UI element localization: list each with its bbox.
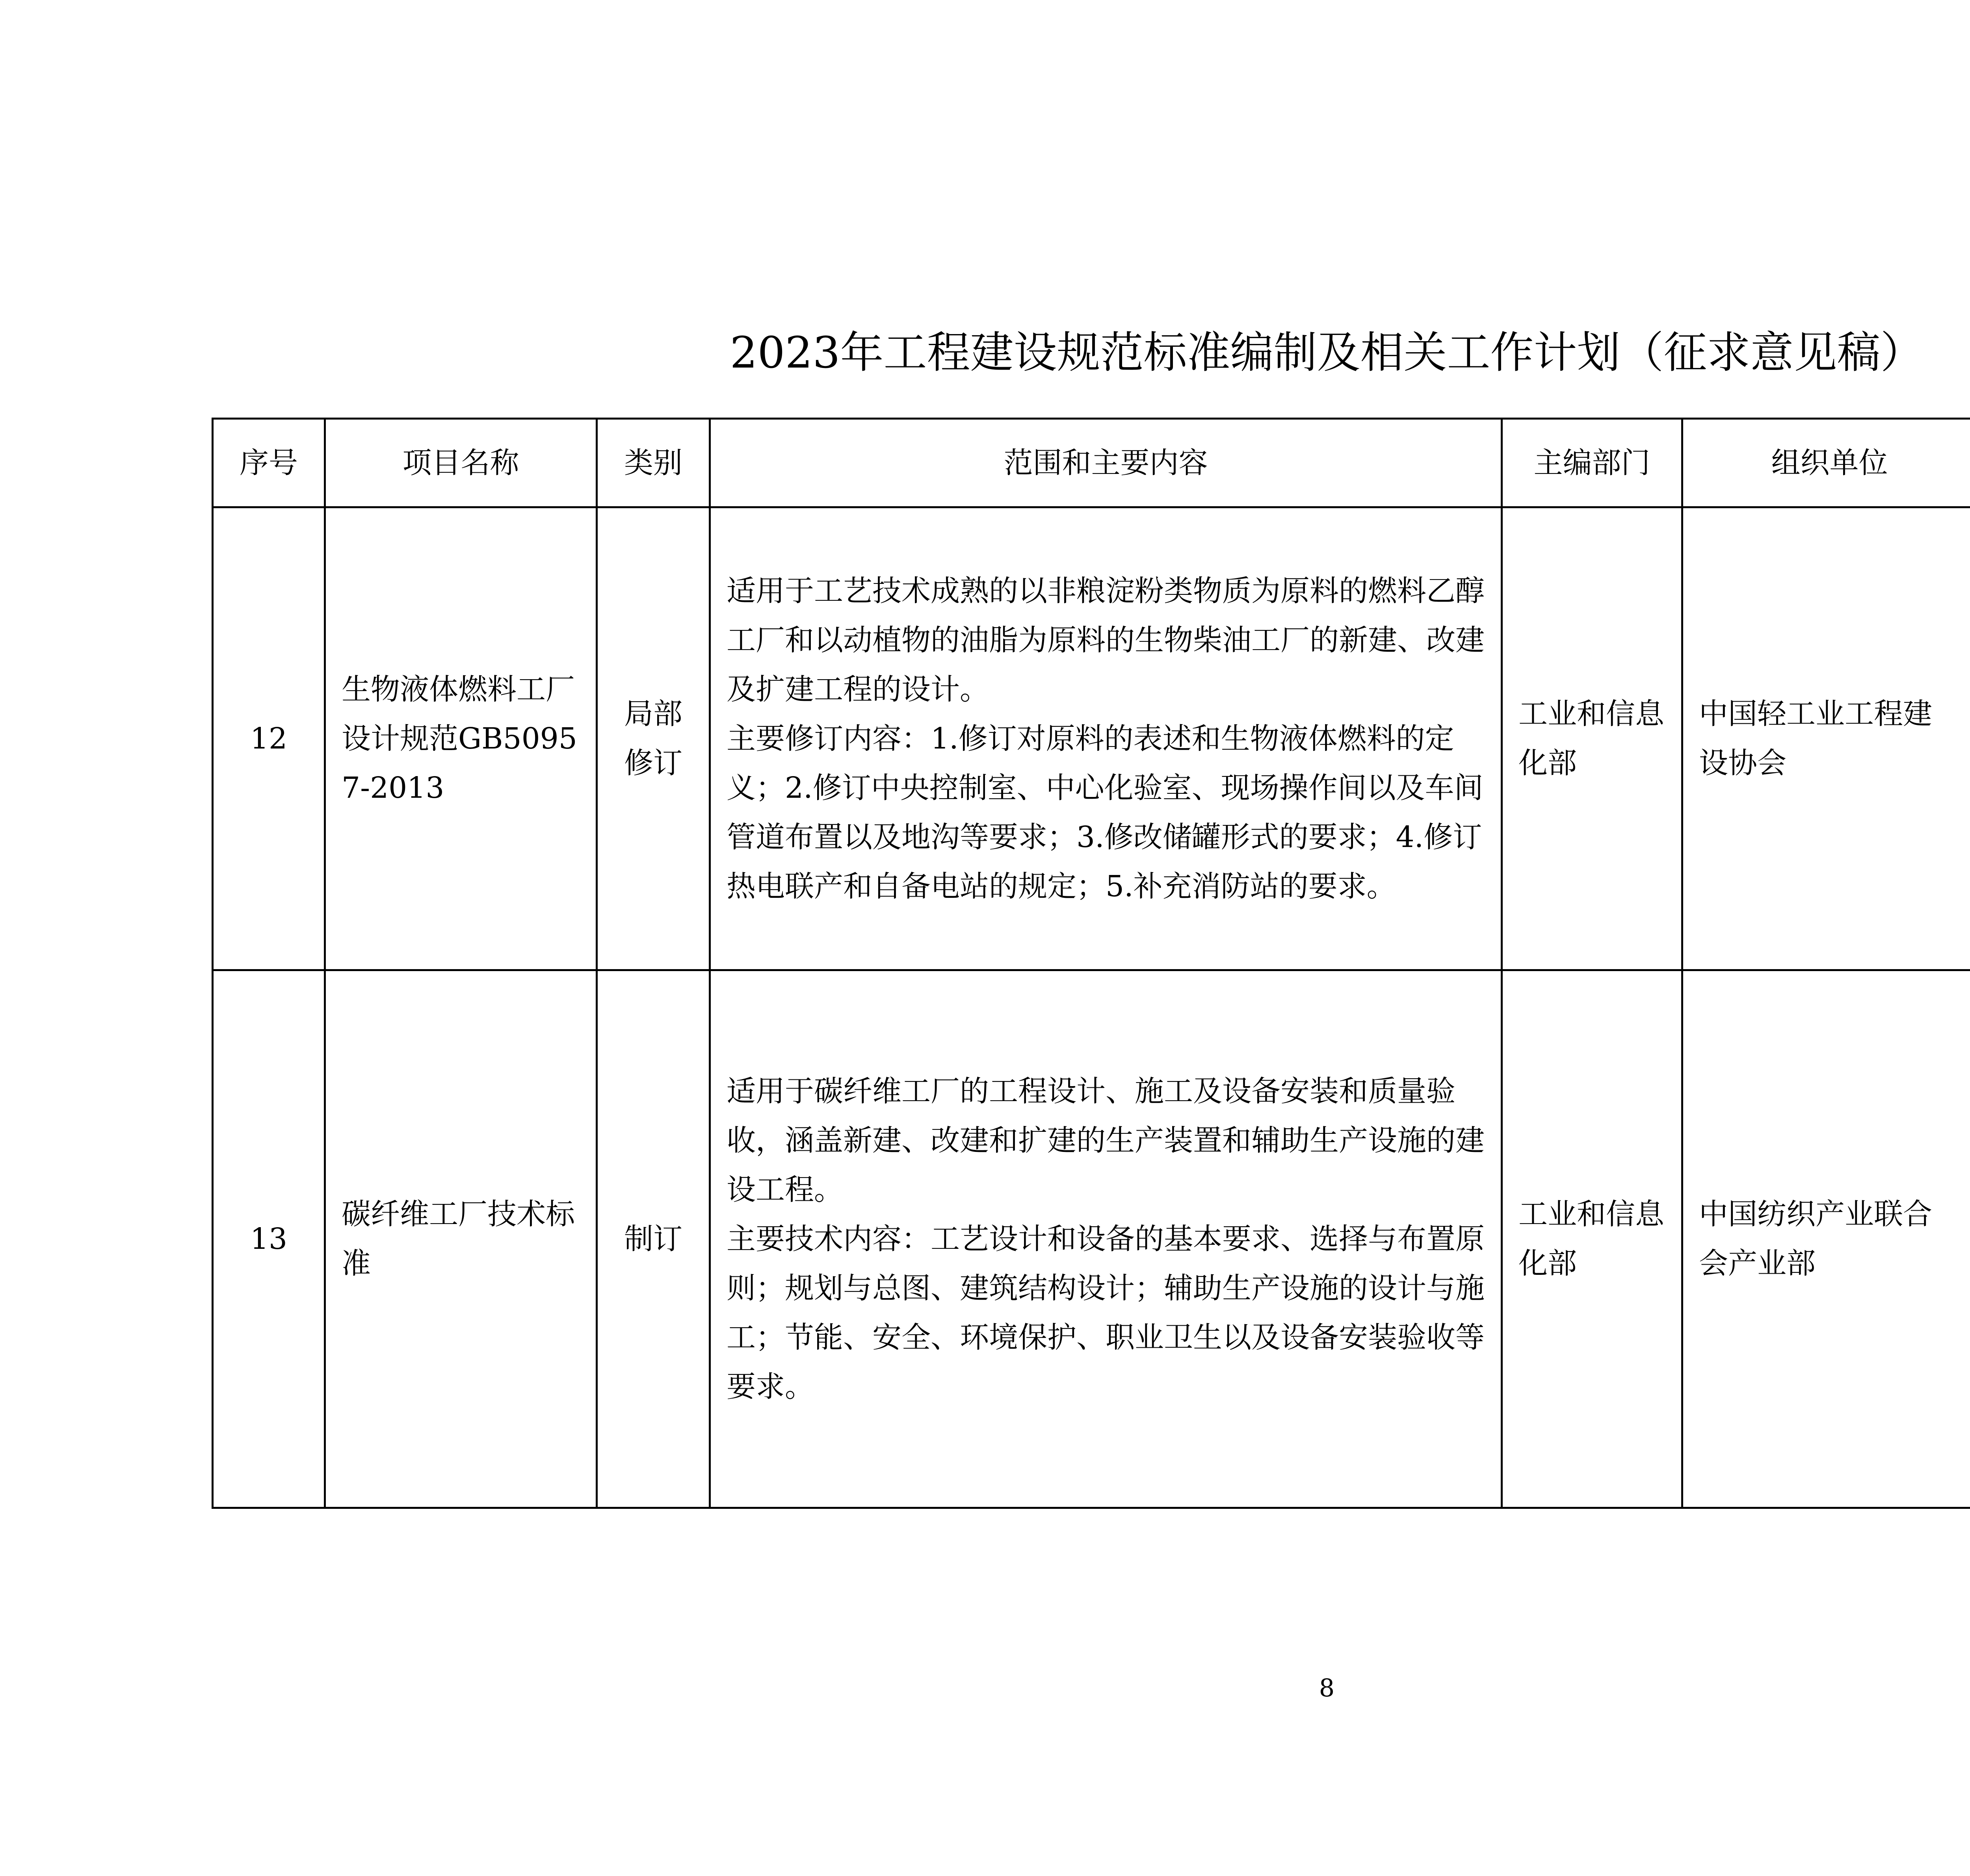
scope-text: 适用于工艺技术成熟的以非粮淀粉类物质为原料的燃料乙醇工厂和以动植物的油脂为原料的生物柴油工厂的新建、改建及扩建工程的设计。: [727, 574, 1485, 706]
work-plan-table: [212, 418, 1970, 1509]
page-number: 8: [1319, 1674, 1335, 1702]
main-content-text: 主要修订内容：1.修订对原料的表述和生物液体燃料的定义；2.修订中央控制室、中心化验室、现场操作间以及车间管道布置以及地沟等要求；3.修改储罐形式的要求；4.修订热电联产和自备电站的规定；5.补充消防站的要求。: [727, 721, 1483, 903]
cell-org-unit: 中国轻工业工程建设协会: [1682, 507, 1970, 970]
header-no: 序号: [213, 419, 325, 507]
cell-category: 制订: [597, 970, 710, 1508]
table-row: [213, 507, 1970, 970]
cell-scope: [710, 970, 1502, 1508]
cell-org-unit: 中国纺织产业联合会产业部: [1682, 970, 1970, 1508]
header-chief-dept: 主编部门: [1502, 419, 1682, 507]
cell-project-name: 碳纤维工厂技术标准: [325, 970, 597, 1508]
cell-no: 12: [213, 507, 325, 970]
cell-chief-dept: 工业和信息化部: [1502, 970, 1682, 1508]
header-project-name: 项目名称: [325, 419, 597, 507]
page-title: 2023年工程建设规范标准编制及相关工作计划（征求意见稿）: [730, 327, 1924, 378]
header-category: 类别: [597, 419, 710, 507]
scope-text: 适用于碳纤维工厂的工程设计、施工及设备安装和质量验收，涵盖新建、改建和扩建的生产装置和辅助生产设施的建设工程。: [727, 1074, 1485, 1207]
header-scope: 范围和主要内容: [710, 419, 1502, 507]
cell-project-name: 生物液体燃料工厂设计规范GB50957-2013: [325, 507, 597, 970]
table-row: [213, 970, 1970, 1508]
cell-no: 13: [213, 970, 325, 1508]
cell-scope: [710, 507, 1502, 970]
cell-category: 局部修订: [597, 507, 710, 970]
cell-chief-dept: 工业和信息化部: [1502, 507, 1682, 970]
table-header-row: [213, 419, 1970, 507]
main-content-text: 主要技术内容：工艺设计和设备的基本要求、选择与布置原则；规划与总图、建筑结构设计；辅助生产设施的设计与施工；节能、安全、环境保护、职业卫生以及设备安装验收等要求。: [727, 1222, 1485, 1404]
header-org-unit: 组织单位: [1682, 419, 1970, 507]
